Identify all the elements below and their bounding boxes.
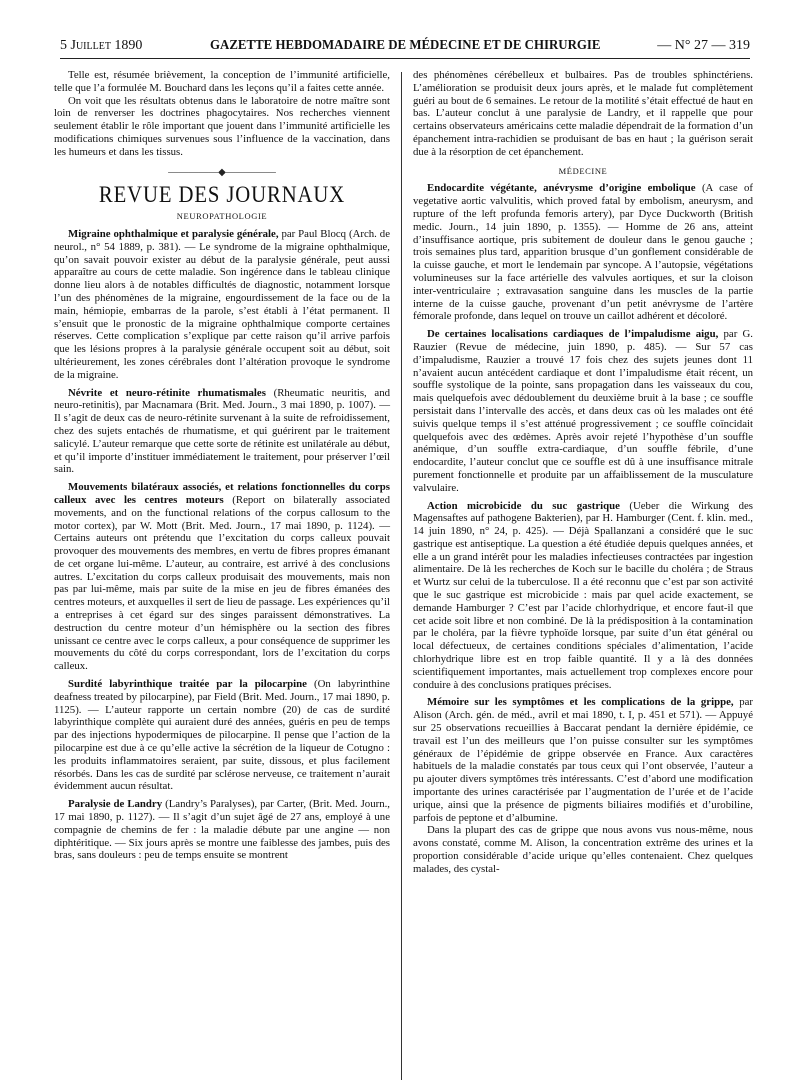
rubric-medecine: MÉDECINE <box>558 165 608 176</box>
section-ornament: —————◆————— <box>168 166 276 178</box>
article-suc-gastrique <box>413 500 753 692</box>
header-journal-title: GAZETTE HEBDOMADAIRE DE MÉDECINE ET DE CHIRURGIE <box>210 38 601 53</box>
article-body: (Landry’s Paralyses), par Carter, (Brit. Med. Journ., 17 mai 1890, p. 1127). — Il s’agit d’un sujet âgé de 27 ans, employé à une compagnie de chemins de fer : la maladie débute par une angine — non diphtéritique. — Six jours après se montre une faiblesse des jambes, puis des bras, sans douleurs : peu de temps ensuite se montrent <box>54 798 390 862</box>
header-page-number: 319 <box>729 38 750 53</box>
article-body: par Alison (Arch. gén. de méd., avril et mai 1890, t. I, p. 451 et 571). — Appuyé sur 25 observations recueillies à Baccarat pendant la dernière épidémie, ce travail est l’un des meilleurs que l’on puisse consulter sur les symptômes généraux de l’épidémie de grippe observée en France. Aux caractères habituels de la maladie constatés par tous ceux qui l’ont observée, l’auteur a pu ajouter divers symptômes très intéressants. C’est d’abord une modification importante des urines caractérisée par l’augmentation de l’urée et de l’acide urique, ainsi que la présence de pigments biliaires modifiés et d’urobiline, parfois de peptone et d’albumine. <box>413 696 753 824</box>
left-column <box>54 69 390 862</box>
article-endocardite <box>413 182 753 323</box>
article-title: Névrite et neuro-rétinite rhumatismales <box>68 386 266 399</box>
header-date: 5 Juillet 1890 <box>60 38 143 53</box>
intro-paragraph-1: Telle est, résumée brièvement, la conception de l’immunité artificielle, telle que l’a formulée M. Bouchard dans les leçons qu’il a faites cette année. <box>54 69 390 94</box>
article-body: par Paul Blocq (Arch. de neurol., n° 54 1889, p. 381). — Le syndrome de la migraine ophthalmique, qu’on savait pouvoir exister au début de la paralysie générale, peut aussi apparaître au cours de cette maladie. Son ingérence dans le tableau clinique donne lieu alors à de notables difficultés de diagnostic, notamment lorsque l’un des phénomènes de la migraine, engourdissement de la face ou de la main, hémiopie, embarras de la parole, s’est établi à l’état permanent. Il s’ensuit que le pronostic de la migraine ophthalmique comporte certaines réserves. Cette complication s’explique par cette raison qu’il arrive parfois que les lésions propres à la paralysie générale occupent soit au début, soit ultérieurement, les zones cérébrales dont l’altération provoque le syndrome de la migraine. <box>54 227 390 381</box>
article-mouvements-bilateraux <box>54 481 390 673</box>
article-paralysie-landry <box>54 798 390 862</box>
article-title: Endocardite végétante, anévrysme d’origine embolique <box>427 182 696 195</box>
column-divider <box>401 72 402 1080</box>
intro-paragraph-2: On voit que les résultats obtenus dans le laboratoire de notre maître sont loin de renverser les doctrines phagocytaires. Nos recherches viennent seulement établir le rôle important que jouent dans l’immunité artificielle les modifications chimiques survenues sous l’influence de la vaccination, dans les humeurs et dans les tissus. <box>54 94 390 158</box>
article-title: Paralysie de Landry <box>68 798 163 811</box>
rubric-neuropathologie: NEUROPATHOLOGIE <box>176 211 268 222</box>
article-grippe <box>413 696 753 824</box>
article-title: Mouvements bilatéraux associés, et relations fonctionnelles du corps calleux avec les centres moteurs <box>54 481 390 506</box>
article-body: (On labyrinthine deafness treated by pilocarpine), par Field (Brit. Med. Journ., 17 mai 1890, p. 1125). — L’auteur rapporte un certain nombre (20) de cas de surdité labyrinthique complète qui auraient duré des années, guéris en peu de temps par des injections hypodermiques de pilocarpine. Il pense que l’action de la pilocarpine est due à ce qu’elle active la sécrétion de la liqueur de Cotugno : les produits inflammatoires seraient, par suite, dissous, et plus facilement résorbés. Dans les cas de surdité par sclérose nerveuse, ce traitement n’aurait évidemment aucun résultat. <box>54 678 390 793</box>
right-column <box>413 69 753 876</box>
article-surdite <box>54 678 390 793</box>
article-body: (A case of vegetative aortic valvulitis, which proved fatal by embolism, aneurysm, and rupture of the left profunda femoris artery), par Dyce Duckworth (British medic. Journ., 14 juin 1890, p. 1355). — Homme de 26 ans, atteint d’insuffisance aortique, pris subitement de douleur dans le genou gauche ; trois semaines plus tard, apparition brusque d’un gonflement considérable de la cuisse gauche, et mort le lendemain par syncope. A l’autopsie, végétations volumineuses sur la face artérielle des valvules aortiques, et sur la cloison inter-ventriculaire ; extravasation sanguine dans les muscles de la partie interne de la cuisse gauche, provenant d’un petit anévrysme de l’artère fémorale profonde, dans lequel on trouve un caillot adhérent et décoloré. <box>413 182 754 323</box>
article-title: Migraine ophthalmique et paralysie générale, <box>68 227 279 240</box>
header-issue-page <box>657 38 750 54</box>
header-issue: — N° 27 — <box>657 38 726 53</box>
article-body: (Report on bilaterally associated movements, and on the functional relations of the corpus callosum to the motor cortex), par W. Mott (Brit. Med. Journ., 17 mai 1890, p. 1124). — Certains auteurs ont prétendu que l’excitation du corps calleux pouvait provoquer des mouvements des membres, en vertu de fibres propres émanant de cet organe lui-même. L’auteur, au contraire, est arrivé à des conclusions autres. L’excitation du corps calleux produisait des mouvements, mais non pas par lui-même, mais par suite de la mise en jeu de fibres émanées des centres moteurs, et auxquelles il sert de lieu de passage. Les expériences qu’il a entreprises à cet égard sur des singes paraissent démonstratives. La destruction du centre moteur d’un hémisphère ou la section des fibres unissant ce centre avec le corps calleux, a pour conséquence de supprimer les mouvements du côté du corps correspondant, lors de l’excitation du corps calleux. <box>54 493 390 673</box>
article-nevrite <box>54 387 390 477</box>
article-title: Mémoire sur les symptômes et les complications de la grippe, <box>427 696 734 709</box>
article-impaludisme <box>413 328 753 494</box>
article-title: Action microbicide du suc gastrique <box>427 499 620 512</box>
article-body: (Rheumatic neuritis, and neuro-retinitis), par Macnamara (Brit. Med. Journ., 3 mai 1890, p. 1007). — Il s’agit de deux cas de neuro-rétinite survenant à la suite de refroidissement, chez des sujets entachés de rhumatisme, et qui guérirent par le traitement salicylé. L’auteur remarque que cette sorte de rétinite est unilatérale au début, et qu’il importe d’instituer immédiatement le traitement, pour préserver l’œil sain. <box>54 386 391 476</box>
article-grippe-paragraph-2: Dans la plupart des cas de grippe que nous avons vus nous-même, nous avons constaté, comme M. Alison, la concentration extrême des urines et la proportion considérable d’acide urique qu’elles contenaient. Chez quelques malades, des cystal- <box>413 824 753 875</box>
article-migraine <box>54 228 390 382</box>
page-header <box>60 36 750 59</box>
article-title: De certaines localisations cardiaques de l’impaludisme aigu, <box>427 328 719 341</box>
article-title: Surdité labyrinthique traitée par la pilocarpine <box>68 678 307 691</box>
section-title: REVUE DES JOURNAUX <box>98 182 346 208</box>
continued-paragraph: des phénomènes cérébelleux et bulbaires. Pas de troubles sphinctériens. L’amélioration se produisit deux jours après, et le malade fut complètement guéri au bout de 6 semaines. Le retour de la motilité s’était effectué de haut en bas. L’auteur conclut à une paralysie de Landry, et il rappelle que pour certains observateurs américains cette maladie dépendrait de la formation d’un épanchement intra-rachidien se produisant de bas en haut ; la guérison serait due à la résorption de cet épanchement. <box>413 69 753 158</box>
article-body: par G. Rauzier (Revue de médecine, juin 1890, p. 485). — Sur 57 cas d’impaludisme, Rauzier a trouvé 17 fois chez des sujets jeunes dont 11 n’avaient aucun antécédent cardiaque et dont l’impaludisme était récent, un souffle systolique de la pointe, sans propagation dans les vaisseaux du cou, mais quelquefois avec dédoublement du deuxième bruit à la base ; ce souffle persistait dans l’intervalle des accès, et dans deux cas où les malades ont été suivis quelque temps il s’est atténué progressivement ; ce souffle coïncidait quelquefois avec des œdèmes. Après avoir rejeté l’hypothèse d’un souffle anémique, d’un souffle extra-cardiaque, d’un souffle fébrile, d’une endocardite, l’auteur conclut que ce souffle est dû à une insuffisance mitrale purement fonctionnelle et produite par un affaiblissement de la musculature valvulaire. <box>413 328 754 494</box>
article-body: (Ueber die Wirkung des Magensaftes auf pathogene Bakterien), par H. Hamburger (Cent. f. klin. med., 14 juin 1890, n° 24, p. 425). — Déjà Spallanzani a considéré que le suc gastrique est antiseptique. La question a été étudiée depuis quelques années, et elle a un grand intérêt pour les maladies infectieuses contractées par ingestion alimentaire. De là les recherches de Koch sur le bacille du choléra ; de Straus et Wurtz sur celui de la tuberculose. Il a été reconnu que c’est par son activité que le suc gastrique est microbicide : mais par quel acide exactement, se demande Hamburger ? C’est par l’acide chlorhydrique, et encore faut-il que cet acide soit libre et non combiné. De là la prédisposition à la contamination par le choléra, par la fièvre typhoïde lorsque, par suite d’un état général ou local défectueux, de certaines conditions spéciales d’alimentation, l’acide chlorhydrique libre est en trop faible quantité. Il y a là des données scientifiquement importantes, mais actuellement trop complexes encore pour conduire à des conclusions pratiques précises. <box>413 499 753 691</box>
